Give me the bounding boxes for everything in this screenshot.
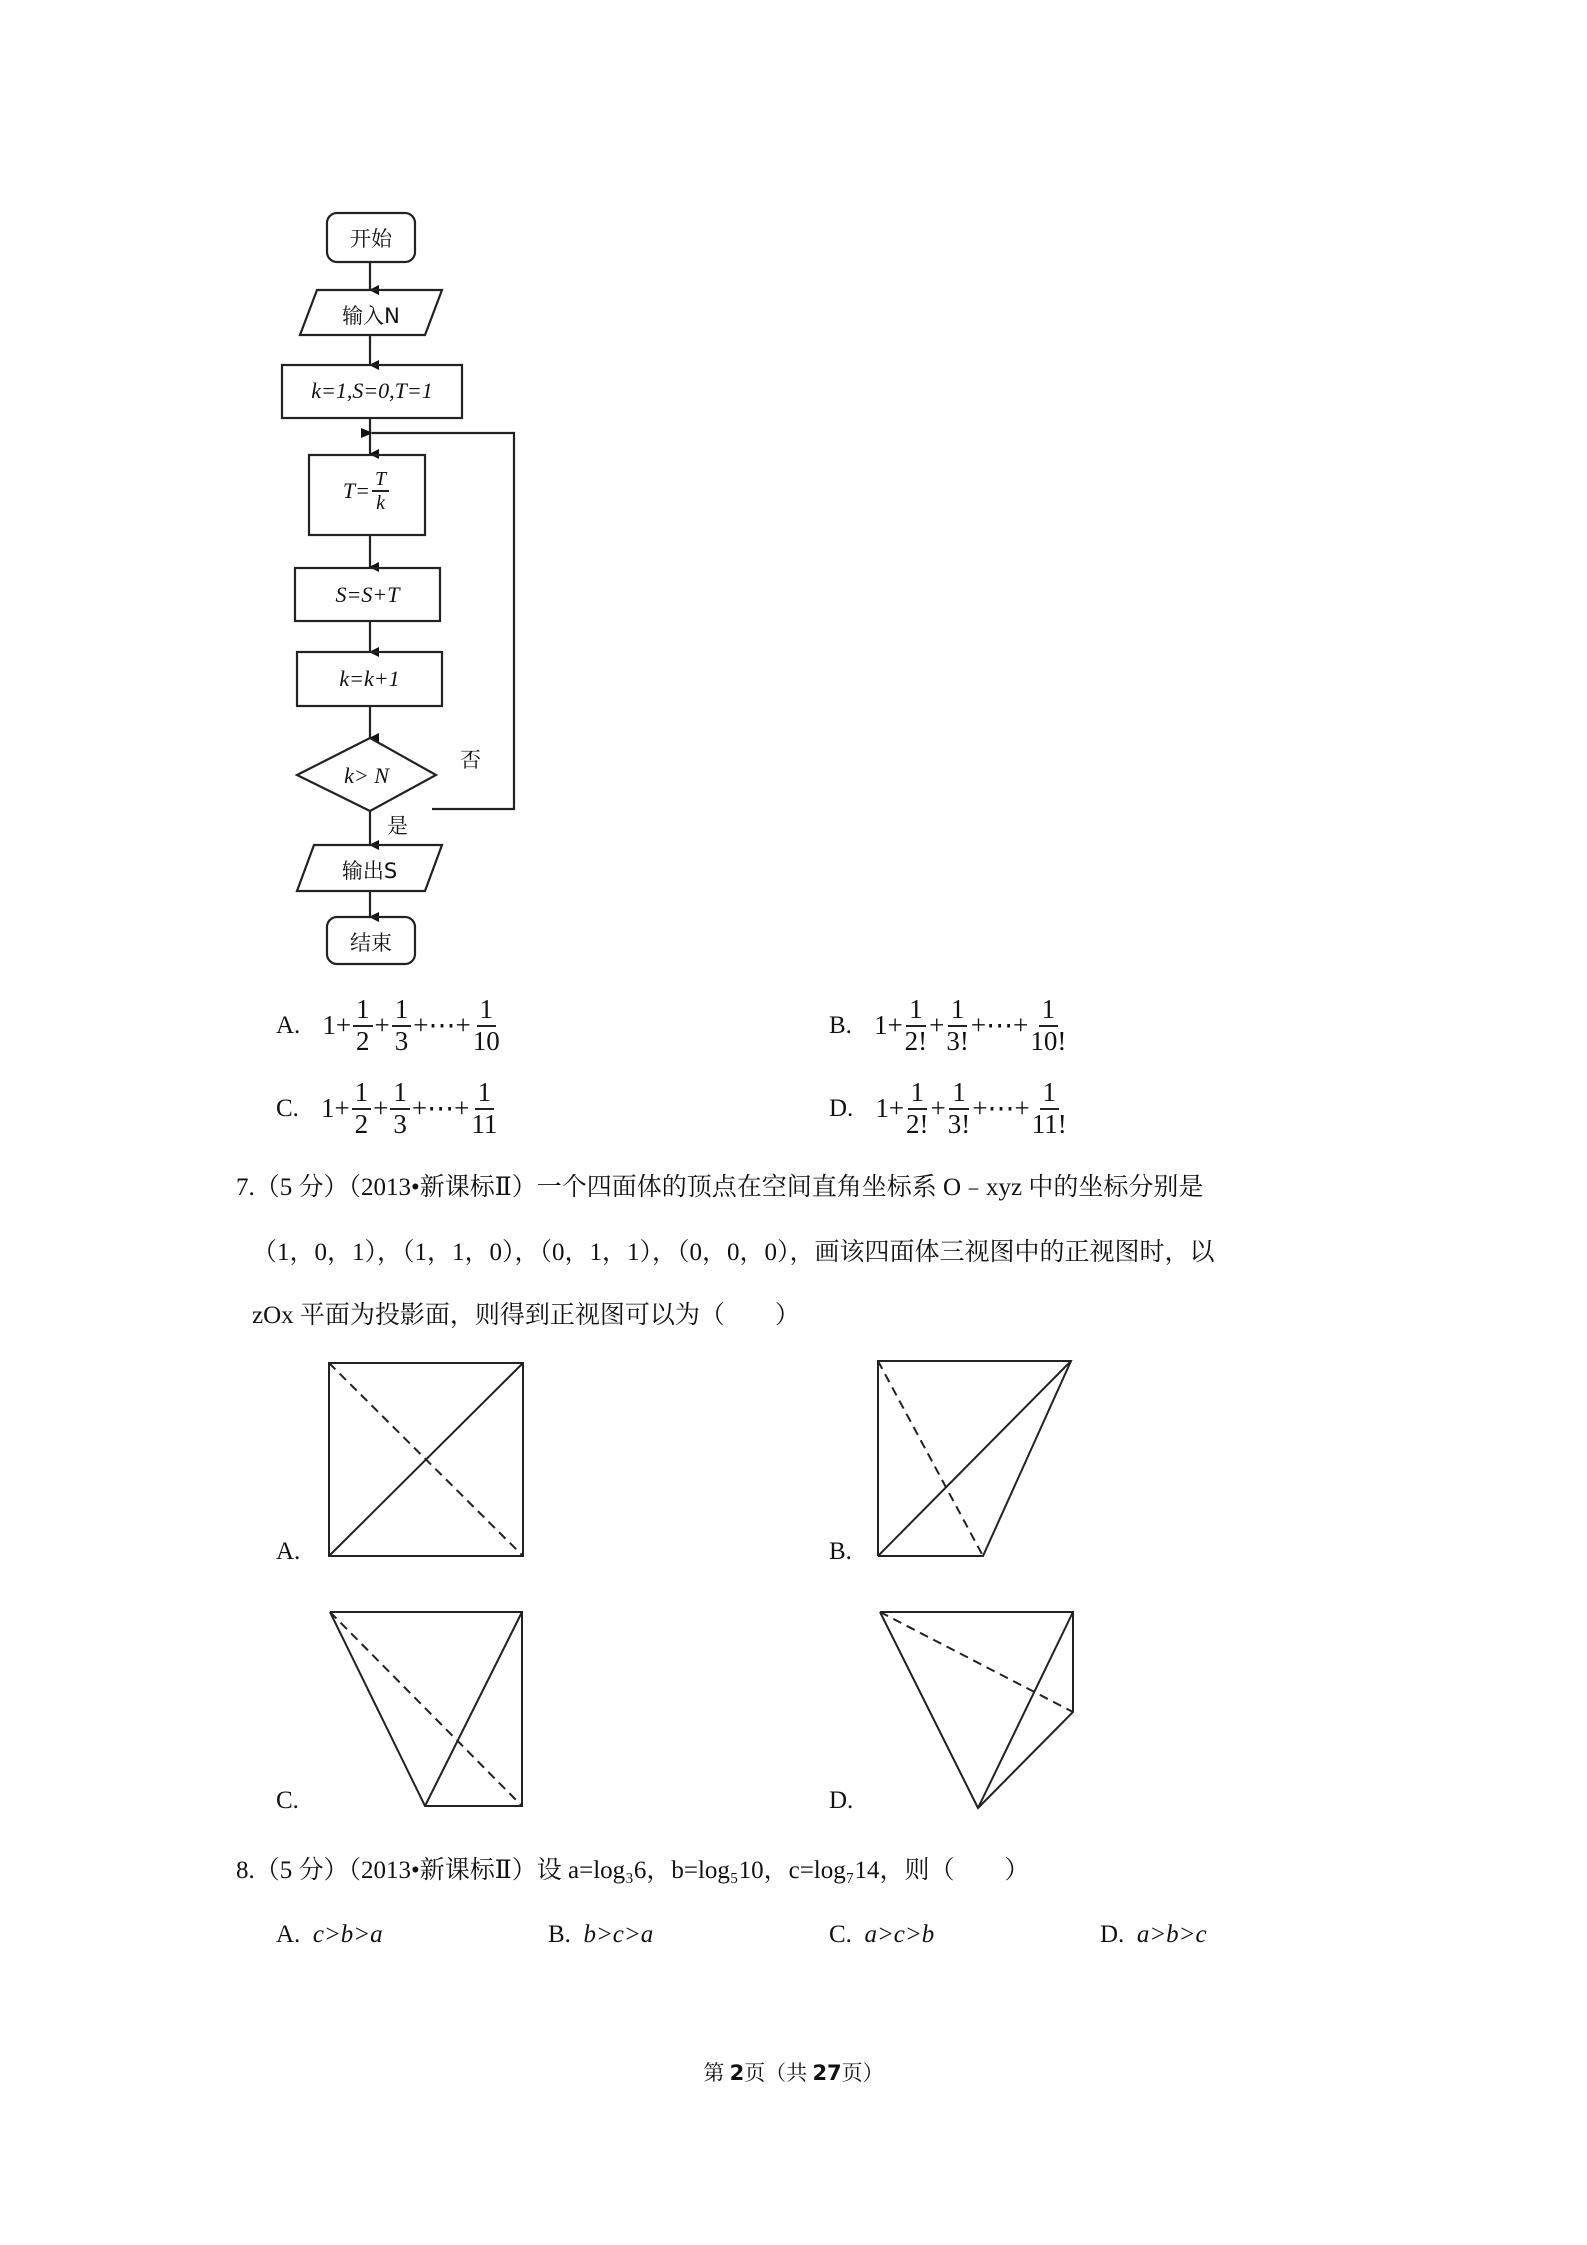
option-label: A. xyxy=(276,1011,301,1039)
denominator: 10 xyxy=(472,1025,500,1056)
numerator: 1 xyxy=(906,995,926,1027)
footer-prefix: 第 xyxy=(703,2061,730,2085)
condition-label: k> N xyxy=(344,763,389,788)
numerator: 1 xyxy=(908,1078,928,1110)
denominator: 10! xyxy=(1030,1025,1067,1056)
q7-option-d[interactable]: D. xyxy=(829,1787,854,1814)
option-label: B. xyxy=(829,1011,852,1039)
numerator: 1 xyxy=(353,995,373,1027)
option-label: C. xyxy=(829,1921,852,1948)
denominator: 3! xyxy=(946,1025,969,1056)
ellipsis: +⋯+ xyxy=(413,1010,471,1041)
option-text: a>c>b xyxy=(864,1921,935,1948)
q6-option-c[interactable]: C. 1+ $\frac{1}{2}$ + $\frac{1}{3}$ +⋯+ $\frac{1}{11}$ xyxy=(276,1077,498,1139)
sum-label: S=S+T xyxy=(335,582,400,607)
numerator: 1 xyxy=(949,1078,969,1110)
current-page-number: 2 xyxy=(729,2061,745,2085)
expr-lead: 1+ xyxy=(320,1093,350,1124)
expr-lead: 1+ xyxy=(873,1010,903,1041)
option-label: C. xyxy=(276,1094,299,1122)
q6-option-d[interactable]: D. 1+ $\frac{1}{2!}$ + $\frac{1}{3!}$ +⋯+ $\frac{1}{11!}$ xyxy=(829,1077,1067,1139)
q6-option-a[interactable]: A. 1+ $\frac{1}{2}$ + $\frac{1}{3}$ +⋯+ $\frac{1}{10}$ xyxy=(276,994,500,1056)
denominator: 2! xyxy=(906,1108,929,1139)
q7-stem-line2: （1，0，1），（1，1，0），（0，1，1），（0，0，0），画该四面体三视图中的正视图时，以 xyxy=(252,1239,1215,1266)
numerator: 1 xyxy=(477,995,497,1027)
denominator: 2 xyxy=(354,1108,369,1139)
q7-figure-a xyxy=(329,1363,523,1556)
q7-stem-line1: 7.（5 分）（2013•新课标Ⅱ）一个四面体的顶点在空间直角坐标系 O﹣xyz 中的坐标分别是 xyxy=(236,1174,1204,1201)
option-label: D. xyxy=(829,1094,854,1122)
option-label: B. xyxy=(548,1921,571,1948)
start-label: 开始 xyxy=(350,227,392,251)
q8-option-b[interactable] xyxy=(548,1922,653,1947)
option-text: c>b>a xyxy=(312,1921,383,1948)
q6-option-b[interactable]: B. 1+ $\frac{1}{2!}$ + $\frac{1}{3!}$ +⋯+ $\frac{1}{10!}$ xyxy=(829,994,1067,1056)
denominator: 2 xyxy=(356,1025,370,1056)
page-footer xyxy=(0,2057,1587,2087)
numerator: 1 xyxy=(352,1078,372,1110)
option-label: D. xyxy=(1100,1921,1125,1948)
total-page-count: 27 xyxy=(812,2061,842,2085)
denominator: 3 xyxy=(394,1025,409,1056)
q7-figure-c xyxy=(330,1612,522,1806)
q7-option-a[interactable]: A. xyxy=(276,1538,301,1565)
ellipsis: +⋯+ xyxy=(411,1093,470,1124)
init-label: k=1,S=0,T=1 xyxy=(311,378,433,403)
q8-option-a[interactable] xyxy=(276,1922,383,1947)
footer-suffix: 页） xyxy=(841,2061,884,2085)
end-label: 结束 xyxy=(350,931,392,955)
q8-option-d[interactable] xyxy=(1100,1922,1207,1947)
q7-figure-d xyxy=(880,1612,1073,1808)
numerator: 1 xyxy=(1039,995,1059,1027)
q7-option-c[interactable]: C. xyxy=(276,1787,299,1814)
t-fraction-numerator: T xyxy=(372,468,389,492)
input-label: 输入N xyxy=(342,304,400,328)
q8-option-c[interactable] xyxy=(829,1922,934,1947)
option-text: a>b>c xyxy=(1136,1921,1207,1948)
no-branch-label: 否 xyxy=(460,748,481,772)
increment-label: k=k+1 xyxy=(339,666,400,691)
denominator: 2! xyxy=(904,1025,928,1056)
expr-lead: 1+ xyxy=(875,1093,905,1124)
t-assign-lhs: T= xyxy=(342,478,370,503)
yes-branch-label: 是 xyxy=(387,814,408,838)
q7-figure-b xyxy=(878,1361,1071,1556)
q8-stem: 8.（5 分）（2013•新课标Ⅱ）设 a=log₃6，b=log₅10，c=log₇14，则（ ） xyxy=(236,1857,1030,1884)
q7-stem-line3: zOx 平面为投影面，则得到正视图可以为（ ） xyxy=(252,1302,800,1329)
t-fraction-denominator: k xyxy=(376,492,385,514)
denominator: 11! xyxy=(1031,1108,1067,1139)
numerator: 1 xyxy=(1040,1078,1060,1110)
option-text: b>c>a xyxy=(583,1921,654,1948)
denominator: 3 xyxy=(393,1108,407,1139)
numerator: 1 xyxy=(475,1078,495,1110)
ellipsis: +⋯+ xyxy=(972,1093,1030,1124)
output-label: 输出S xyxy=(341,859,398,883)
ellipsis: +⋯+ xyxy=(970,1010,1029,1041)
q7-option-b[interactable]: B. xyxy=(829,1538,852,1565)
denominator: 11 xyxy=(471,1108,498,1139)
numerator: 1 xyxy=(390,1078,410,1110)
expr-lead: 1+ xyxy=(322,1010,352,1041)
denominator: 3! xyxy=(947,1108,971,1139)
option-label: A. xyxy=(276,1921,301,1948)
numerator: 1 xyxy=(948,995,968,1027)
numerator: 1 xyxy=(392,995,412,1027)
footer-middle: 页（共 xyxy=(744,2061,813,2085)
